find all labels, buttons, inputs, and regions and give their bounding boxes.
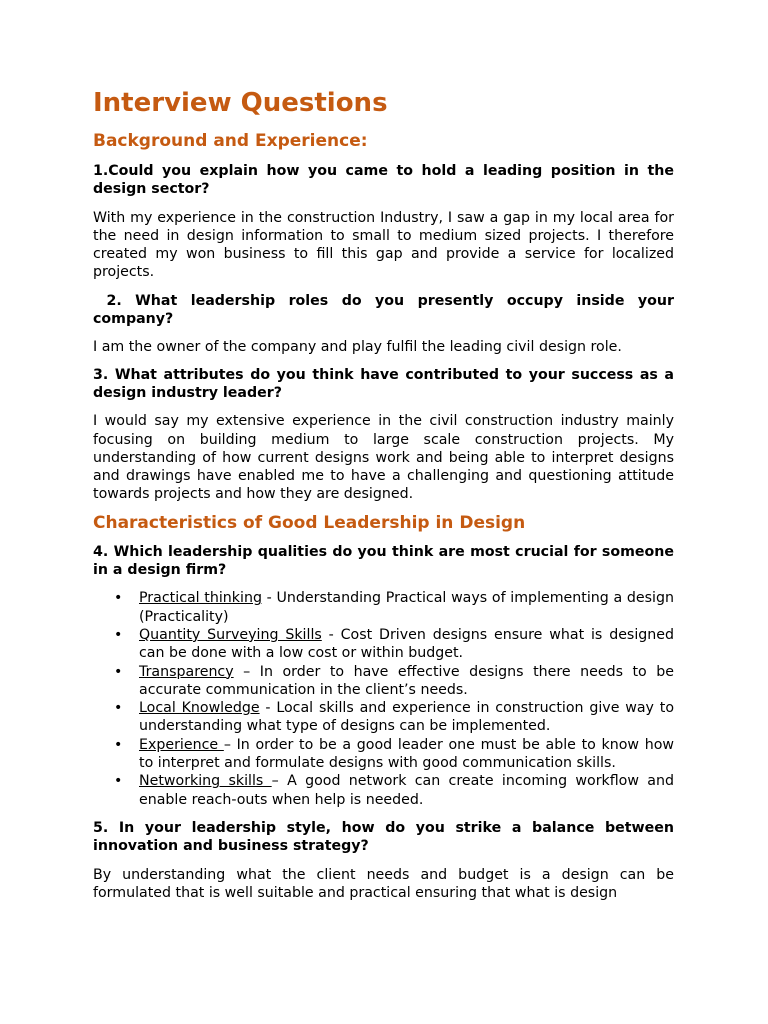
list-item-text: - Understanding Practical ways of implementing a design (Practicality)	[139, 590, 674, 625]
question-5: 5. In your leadership style, how do you strike a balance between innovation and business strategy?	[93, 819, 674, 855]
list-item-term: Transparency	[139, 663, 234, 680]
list-item-text: - Local skills and experience in construction give way to understanding what type of designs can be implemented.	[139, 700, 674, 735]
bullet-icon: •	[114, 736, 123, 753]
list-item-transparency	[93, 663, 674, 700]
list-item-local-knowledge	[93, 699, 674, 736]
list-item-term: Practical thinking	[139, 590, 262, 607]
section-heading-leadership: Characteristics of Good Leadership in Design	[93, 512, 526, 533]
list-item-text: – A good network can create incoming workflow and enable reach-outs when help is needed.	[139, 773, 674, 808]
list-item-quantity-surveying	[93, 626, 674, 663]
list-item-term: Local Knowledge	[139, 700, 260, 717]
bullet-icon: •	[114, 773, 123, 790]
bullet-icon: •	[114, 663, 123, 680]
bullet-icon: •	[114, 590, 123, 607]
answer-2: I am the owner of the company and play fulfil the leading civil design role.	[93, 339, 622, 356]
list-item-practical-thinking	[93, 589, 674, 626]
list-item-experience	[93, 736, 674, 773]
list-item-term: Experience	[139, 736, 224, 753]
bullet-icon: •	[114, 626, 123, 643]
document-title: Interview Questions	[93, 88, 388, 118]
question-1: 1.Could you explain how you came to hold a leading position in the design sector?	[93, 163, 674, 198]
list-item-term: Networking skills	[139, 773, 272, 790]
list-item-text: – In order to be a good leader one must be able to know how to interpret and formulate designs with good communication skills.	[139, 736, 674, 772]
answer-5: By understanding what the client needs and budget is a design can be formulated that is well suitable and practical ensuring that what is design	[93, 866, 674, 901]
question-3: 3. What attributes do you think have contributed to your success as a design industry leader?	[93, 366, 674, 401]
list-item-term: Quantity Surveying Skills	[139, 626, 322, 643]
qualities-list	[93, 589, 674, 809]
question-2: 2. What leadership roles do you presently occupy inside your company?	[93, 292, 674, 328]
list-item-text: – In order to have effective designs there needs to be accurate communication in the client’s needs.	[139, 663, 674, 698]
section-heading-background: Background and Experience:	[93, 131, 368, 151]
question-4: 4. Which leadership qualities do you think are most crucial for someone in a design firm?	[93, 543, 674, 579]
bullet-icon: •	[114, 700, 123, 717]
answer-3: I would say my extensive experience in the civil construction industry mainly focusing on building medium to large scale construction projects. My understanding of how current designs work and being able to interpret designs and drawings have enabled me to have a challenging and questioning attitude towards projects and how they are designed.	[93, 413, 674, 503]
answer-1: With my experience in the construction Industry, I saw a gap in my local area for the need in design information to small to medium sized projects. I therefore created my won business to fill this gap and provide a service for localized projects.	[93, 209, 674, 281]
list-item-networking-skills	[93, 772, 674, 809]
list-item-text: - Cost Driven designs ensure what is designed can be done with a low cost or within budget.	[139, 626, 674, 662]
